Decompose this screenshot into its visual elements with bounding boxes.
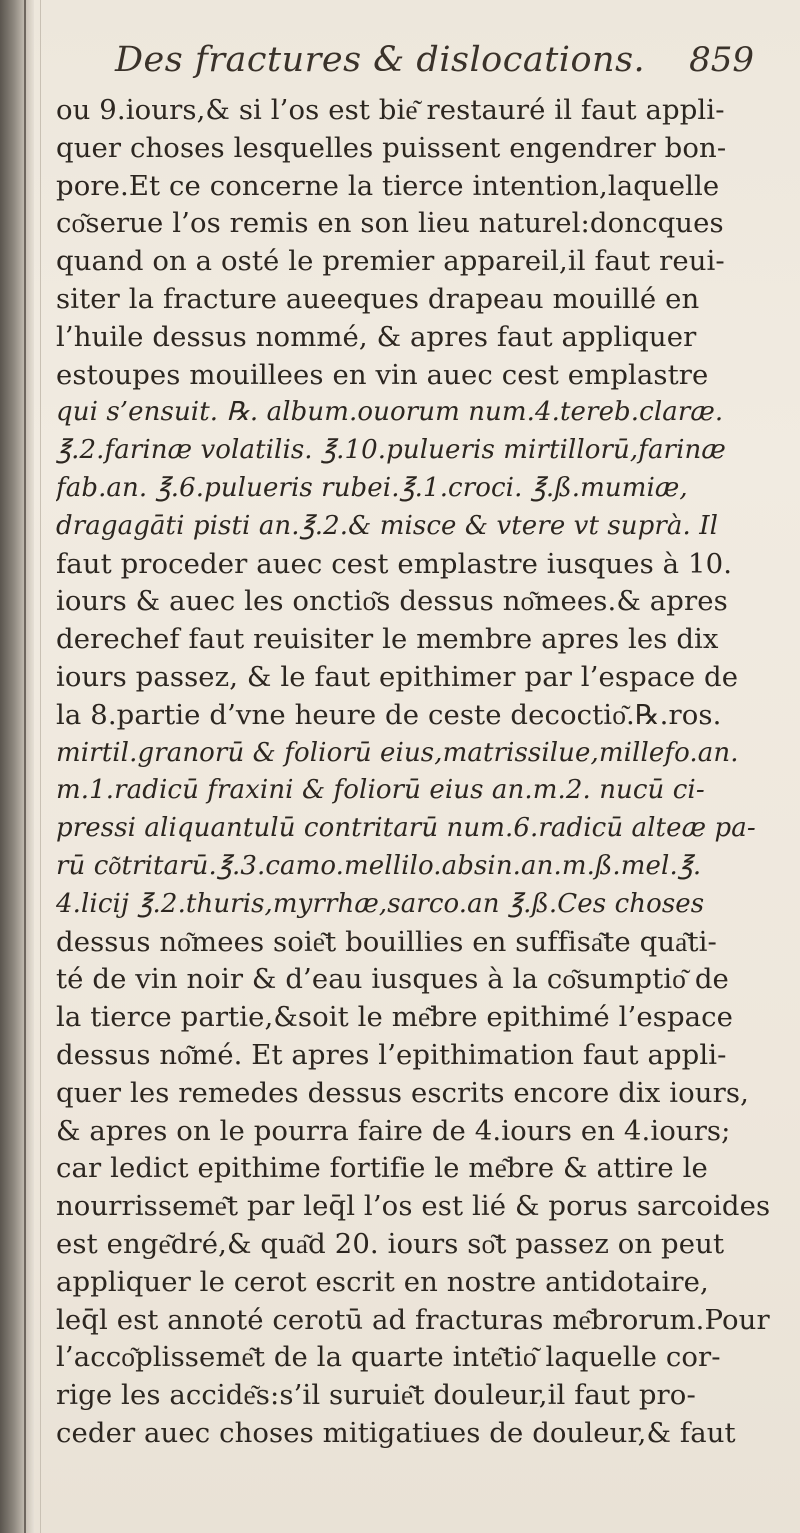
text-line: estoupes mouillees en vin auec cest emplastre xyxy=(56,358,709,391)
text-line: mirtil.granorū & foliorū eius,matrissilue,millefo.an. xyxy=(56,737,739,768)
text-line: appliquer le cerot escrit en nostre antidotaire, xyxy=(56,1265,709,1298)
text-line: quand on a osté le premier appareil,il faut reui- xyxy=(56,245,725,278)
text-line: la 8.partie d’vne heure de ceste decoctio͂.℞.ros. xyxy=(56,698,722,731)
text-line: l’huile dessus nommé, & apres faut appliquer xyxy=(56,320,697,353)
text-line: dragagāti pisti an.℥.2.& misce & vtere vt suprà. Il xyxy=(56,510,719,541)
text-line: faut proceder auec cest emplastre iusques à 10. xyxy=(56,547,733,580)
text-line: fab.an. ℥.6.pulueris rubei.℥.1.croci. ℥.ß.mumiæ, xyxy=(56,472,688,503)
text-line: iours & auec les onctio͂s dessus no͂mees.& apres xyxy=(56,585,728,618)
page-header xyxy=(115,40,762,90)
text-line: la tierce partie,&soit le me͂bre epithimé l’espace xyxy=(56,1001,734,1034)
text-line: m.1.radicū fraxini & foliorū eius an.m.2. nucū ci- xyxy=(56,775,705,806)
text-line: quer choses lesquelles puissent engendrer bon- xyxy=(56,131,727,164)
text-line: iours passez, & le faut epithimer par l’espace de xyxy=(56,660,739,693)
page-edge xyxy=(40,0,41,1533)
text-line: siter la fracture aueeques drapeau mouillé en xyxy=(56,282,700,315)
text-line: dessus no͂mees soie͂t bouillies en suffisa͂te qua͂ti- xyxy=(56,925,717,958)
running-title: Des fractures & dislocations. xyxy=(115,40,646,80)
text-line: est enge͂dré,& qua͂d 20. iours so͂t passez on peut xyxy=(56,1227,725,1260)
text-line: ℥.2.farinæ volatilis. ℥.10.pulueris mirtillorū,farinæ xyxy=(56,435,726,466)
text-line: qui s’ensuit. ℞. album.ouorum num.4.tereb.claræ. xyxy=(56,397,724,428)
page-number: 859 xyxy=(689,40,754,80)
text-line: derechef faut reuisiter le membre apres les dix xyxy=(56,623,719,656)
text-line: ou 9.iours,& si l’os est bie͂ restauré il faut appli- xyxy=(56,94,725,126)
text-line: leq̄l est annoté cerotū ad fracturas me͂brorum.Pour xyxy=(56,1303,770,1336)
text-line: rige les accide͂s:s’il suruie͂t douleur,il faut pro- xyxy=(56,1379,696,1412)
text-line: co͂serue l’os remis en son lieu naturel:doncques xyxy=(56,207,724,240)
text-line: té de vin noir & d’eau iusques à la co͂sumptio͂ de xyxy=(56,963,729,996)
text-line: quer les remedes dessus escrits encore dix iours, xyxy=(56,1076,749,1109)
text-line: rū co͂tritarū.℥.3.camo.mellilo.absin.an.m.ß.mel.℥. xyxy=(56,850,702,881)
text-line: car ledict epithime fortifie le me͂bre & attire le xyxy=(56,1152,708,1185)
book-spine-shadow xyxy=(0,0,34,1533)
text-line: pressi aliquantulū contritarū num.6.radicū alteæ pa- xyxy=(56,813,756,844)
text-line: l’acco͂plisseme͂t de la quarte inte͂tio͂ laquelle cor- xyxy=(56,1341,721,1374)
text-line: 4.licij ℥.2.thuris,myrrhæ,sarco.an ℥.ß.Ces choses xyxy=(56,888,705,919)
binding-edge xyxy=(24,0,26,1533)
text-line: & apres on le pourra faire de 4.iours en 4.iours; xyxy=(56,1114,731,1147)
body-text xyxy=(56,92,796,1453)
text-line: ceder auec choses mitigatiues de douleur,& faut xyxy=(56,1416,736,1449)
text-line: nourrisseme͂t par leq̄l l’os est lié & porus sarcoides xyxy=(56,1190,771,1223)
text-line: pore.Et ce concerne la tierce intention,laquelle xyxy=(56,169,720,202)
text-line: dessus no͂mé. Et apres l’epithimation faut appli- xyxy=(56,1038,727,1071)
